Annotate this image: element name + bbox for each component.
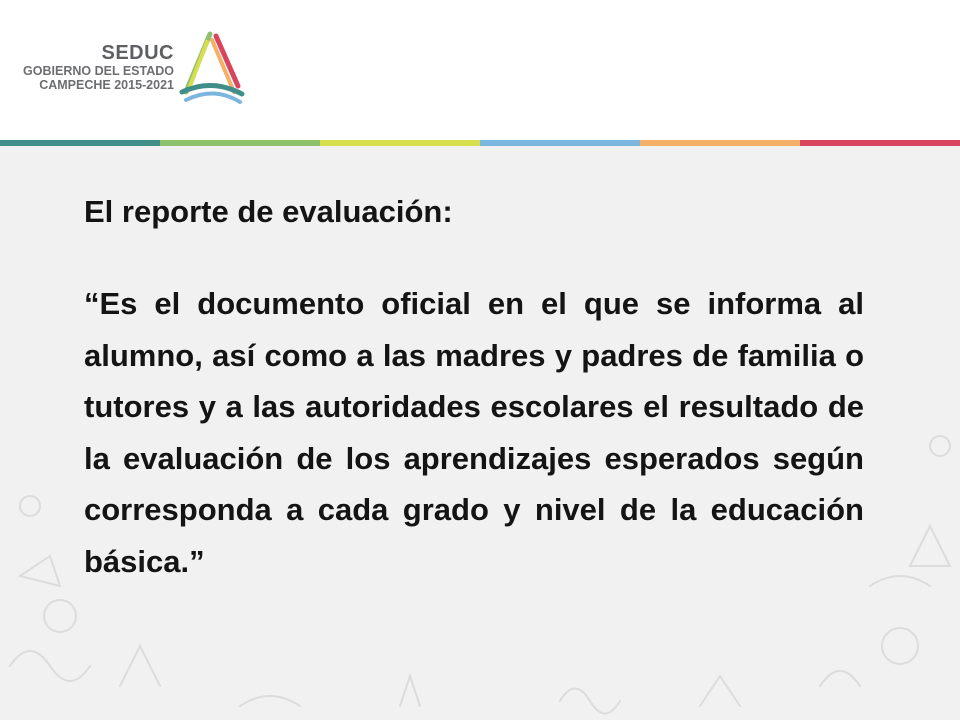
logo-line-2: CAMPECHE 2015-2021 [39, 78, 174, 93]
logo-title: SEDUC [101, 42, 174, 64]
seduc-logo-icon [176, 30, 248, 106]
slide-content [0, 146, 960, 720]
slide-quote: “Es el documento oficial en el que se informa al alumno, así como a las madres y padres de familia o tutores y a las autoridades escolares el resultado de la evaluación de los aprendizajes esperados según corresponda a cada grado y nivel de la educación básica.” [84, 286, 864, 579]
slide-heading: El reporte de evaluación: [84, 194, 453, 229]
logo-line-1: GOBIERNO DEL ESTADO [23, 64, 174, 79]
slide-text [84, 190, 864, 587]
header [0, 0, 960, 140]
seduc-logo-text [23, 42, 174, 92]
